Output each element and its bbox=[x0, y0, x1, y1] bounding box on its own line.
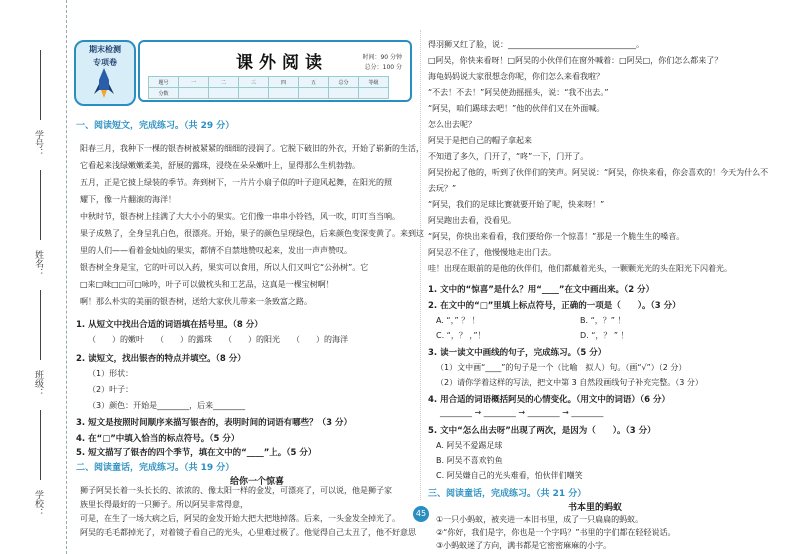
class-label: 班级： bbox=[33, 370, 43, 397]
right-line: “阿吴，你快出来看看，我们要给你一个惊喜！”那是一个脆生生的嗓音。 bbox=[428, 232, 685, 241]
story3-line: ③小蚂蚁迷了方向，满书都是它密密麻麻的小字。 bbox=[436, 541, 612, 550]
story-line: 阿吴的毛毛都掉光了，对着镜子看自己的光头，心里难过极了。他觉得自己太丑了，他不好意思 bbox=[80, 528, 416, 537]
logo-line2: 专项卷 bbox=[93, 58, 117, 67]
right-line: “阿吴，咱们踢球去吧！”他的伙伴们又在外面喊。 bbox=[428, 104, 605, 113]
story3-line: ②“你好，我们是字，你也是一个字吗？”书里的字们都在轻轻说话。 bbox=[436, 528, 676, 537]
name-label: 姓名： bbox=[33, 250, 43, 277]
score-cell: 题号 bbox=[149, 77, 179, 88]
right-line: “不去！不去！”阿吴使劲摇摇头，说：“我不出去。” bbox=[428, 88, 609, 97]
story-line: 狮子阿吴长着一头长长的、浓浓的、像太阳一样的金发，可漂亮了，可以说，他是狮子家 bbox=[80, 486, 392, 495]
score-input[interactable] bbox=[359, 88, 389, 99]
page-title: 课外阅读 bbox=[236, 53, 328, 73]
right-line: “阿吴，我们的足球比赛就要开始了呢，快来呀！” bbox=[428, 200, 605, 209]
score-row-label: 分数 bbox=[149, 88, 179, 99]
exam-logo bbox=[74, 40, 136, 106]
right-line: 去玩？” bbox=[428, 184, 457, 193]
q2-shape[interactable]: （1）形状： bbox=[88, 369, 134, 378]
para-line: □来□味□□可□咏吟，叶子可以做枕头和工艺品，这真是一棵宝树啊！ bbox=[80, 280, 334, 289]
question-1: 1. 从短文中找出合适的词语填在括号里。（8 分） bbox=[76, 320, 263, 330]
right-line: 阿吴扮起了他的，听到了伙伴们的笑声。阿吴说：“阿吴，你快来看，你会喜欢的！今天为什么不 bbox=[428, 168, 769, 177]
score-input[interactable] bbox=[269, 88, 299, 99]
score-cell: 等级 bbox=[359, 77, 389, 88]
time-limit: 时间：90 分钟 bbox=[362, 54, 402, 61]
score-cell: 五 bbox=[299, 77, 329, 88]
right-line: 哇！出现在眼前的是他的伙伴们，他们都戴着光头，一颗颗光光的头在阳光下闪着光。 bbox=[428, 264, 732, 273]
score-header-row bbox=[149, 77, 389, 88]
right-line: 不知道了多久，门开了，“咚”一下，门开了。 bbox=[428, 152, 589, 161]
question-5: 5. 短文描写了银杏的四个季节，填在文中的“____”上。（5 分） bbox=[76, 448, 317, 458]
q3-part-2[interactable]: （2）请你学着这样的写法，把文中第 3 自然段画线句子补充完整。（3 分） bbox=[436, 378, 703, 387]
para-line: 中秋时节，银杏树上挂满了大大小小的果实。它们像一串串小铃铛，风一吹，叮叮当当响。 bbox=[80, 212, 400, 221]
right-line: □阿吴，你快来看呀！□阿吴的小伙伴们在窗外喊着：□阿吴□，你们怎么都来了？ bbox=[428, 56, 723, 65]
story3-line: ①一只小蚂蚁，被夹进一本旧书里，成了一只扁扁的蚂蚁。 bbox=[436, 515, 644, 524]
student-no-label: 学号： bbox=[33, 130, 43, 157]
binding-margin bbox=[0, 0, 67, 554]
q3-part-1[interactable]: （1）文中画“____”的句子是一个（比喻 拟人）句。（画“√”）（2 分） bbox=[436, 363, 687, 372]
section-3-heading: 三、阅读童话，完成练习。（共 21 分） bbox=[428, 489, 587, 499]
q2-option-c[interactable]: C. “，？ ，”！ bbox=[436, 331, 486, 340]
para-line: 五月，正是它披上绿装的季节。奔到树下，一片片小扇子似的叶子迎风起舞，在阳光的照 bbox=[80, 178, 392, 187]
para-line: 耀下，像一片翻滚的海洋！ bbox=[80, 195, 176, 204]
rocket-icon bbox=[94, 68, 114, 98]
question-4: 4. 在“□”中填入恰当的标点符号。（5 分） bbox=[76, 434, 240, 444]
q1-blanks[interactable]: （ ）的嫩叶 （ ）的露珠 （ ）的阳光 （ ）的海洋 bbox=[88, 335, 348, 344]
q2-option-a[interactable]: A. “，” ？ ！ bbox=[436, 316, 480, 325]
r-question-5: 5. 文中“怎么出去呀”出现了两次，是因为（ ）。（3 分） bbox=[428, 426, 656, 436]
score-cell: 总分 bbox=[329, 77, 359, 88]
para-line: 它看起来浅绿嫩嫩柔美，舒展的露珠，浸绕在朵朵嫩叶上，显得那么生机勃勃。 bbox=[80, 161, 360, 170]
q5-option-c[interactable]: C. 阿吴嫌自己的光头难看，怕伙伴们嘲笑 bbox=[436, 471, 583, 480]
section-2-heading: 二、阅读童话，完成练习。（共 19 分） bbox=[76, 463, 235, 473]
para-line: 银杏树全身是宝，它的叶可以入药，果实可以食用，所以人们又叫它“公孙树”。它 bbox=[80, 263, 369, 272]
header-box bbox=[138, 40, 412, 102]
score-value-row bbox=[149, 88, 389, 99]
q2-option-d[interactable]: D. “，？ ” ！ bbox=[580, 331, 629, 340]
story-line: 可是，在生了一场大病之后，阿吴的金发开始大把大把地掉落。后来，一头金发全掉光了。 bbox=[80, 514, 400, 523]
q5-option-a[interactable]: A. 阿吴不爱踢足球 bbox=[436, 441, 503, 450]
q2-leaf[interactable]: （2）叶子： bbox=[88, 385, 134, 394]
right-line: 海龟妈妈说大家很想念你呢，你们怎么来看我啦？ bbox=[428, 72, 604, 81]
score-input[interactable] bbox=[299, 88, 329, 99]
q4-answer-line[interactable]: ________ → ________ → ________ → ________ bbox=[440, 408, 604, 417]
score-input[interactable] bbox=[329, 88, 359, 99]
right-line: 阿吴于是把自己的帽子拿起来 bbox=[428, 136, 532, 145]
story-title: 给你一个惊喜 bbox=[230, 477, 285, 487]
score-cell: 一 bbox=[179, 77, 209, 88]
score-input[interactable] bbox=[239, 88, 269, 99]
q5-option-b[interactable]: B. 阿吴不喜欢钓鱼 bbox=[436, 456, 503, 465]
para-line: 阳春三月，我种下一棵的银杏树被紧紧的细细的浸润了。它脱下破旧的外衣，开始了崭新的生活， bbox=[80, 144, 424, 153]
score-cell: 四 bbox=[269, 77, 299, 88]
logo-line1: 期末检测 bbox=[89, 45, 121, 54]
story-line: 族里长得最好的一只狮子。所以阿吴非常得意， bbox=[80, 500, 248, 509]
section-1-heading: 一、阅读短文，完成练习。（共 29 分） bbox=[76, 121, 235, 131]
score-cell: 二 bbox=[209, 77, 239, 88]
q2-color[interactable]: （3）颜色：开始是________，后来________ bbox=[88, 401, 246, 410]
right-line: 阿吴忍不住了，他慢慢地走出门去。 bbox=[428, 248, 556, 257]
question-2: 2. 读短文，找出银杏的特点并填空。（8 分） bbox=[76, 354, 246, 364]
score-input[interactable] bbox=[209, 88, 239, 99]
r-question-2: 2. 在文中的“□”里填上标点符号，正确的一项是（ ）。（3 分） bbox=[428, 301, 681, 311]
score-table bbox=[148, 76, 389, 99]
score-cell: 三 bbox=[239, 77, 269, 88]
question-3: 3. 短文是按照时间顺序来描写银杏的，表明时间的词语有哪些？（3 分） bbox=[76, 418, 352, 428]
name-line bbox=[40, 170, 41, 240]
school-label: 学校： bbox=[33, 490, 43, 517]
school-line bbox=[40, 410, 41, 480]
center-fold bbox=[420, 30, 421, 500]
para-line: 果子成熟了，全身呈乳白色，很漂亮。开始，果子的颜色呈现绿色，后来颜色变深变黄了。来到这 bbox=[80, 229, 424, 238]
r-question-4: 4. 用合适的词语概括阿吴的心情变化。（用文中的词语）（6 分） bbox=[428, 395, 670, 405]
page-number: 45 bbox=[413, 506, 429, 522]
r-question-1: 1. 文中的“惊喜”是什么？用“____”在文中画出来。（2 分） bbox=[428, 285, 655, 295]
score-input[interactable] bbox=[179, 88, 209, 99]
class-line bbox=[40, 290, 41, 360]
r-question-3: 3. 读一读文中画线的句子，完成练习。（5 分） bbox=[428, 348, 607, 358]
q2-option-b[interactable]: B. “，？” ！ bbox=[580, 316, 626, 325]
para-line: 啊！那么朴实的美丽的银杏树，送给大家伙儿带来一条致富之路。 bbox=[80, 297, 312, 306]
right-line: 阿吴跑出去看，没看见。 bbox=[428, 216, 516, 225]
para-line: 里的人们——看着金灿灿的果实，都情不自禁地赞叹起来，发出一声声赞叹。 bbox=[80, 246, 352, 255]
student-no-line bbox=[40, 50, 41, 120]
story3-title: 书本里的蚂蚁 bbox=[568, 503, 623, 513]
right-line: 怎么出去呢？ bbox=[428, 120, 476, 129]
total-score: 总分：100 分 bbox=[364, 64, 402, 71]
right-line: 得羽狮又红了脸，说：________________________________。 bbox=[428, 40, 644, 49]
